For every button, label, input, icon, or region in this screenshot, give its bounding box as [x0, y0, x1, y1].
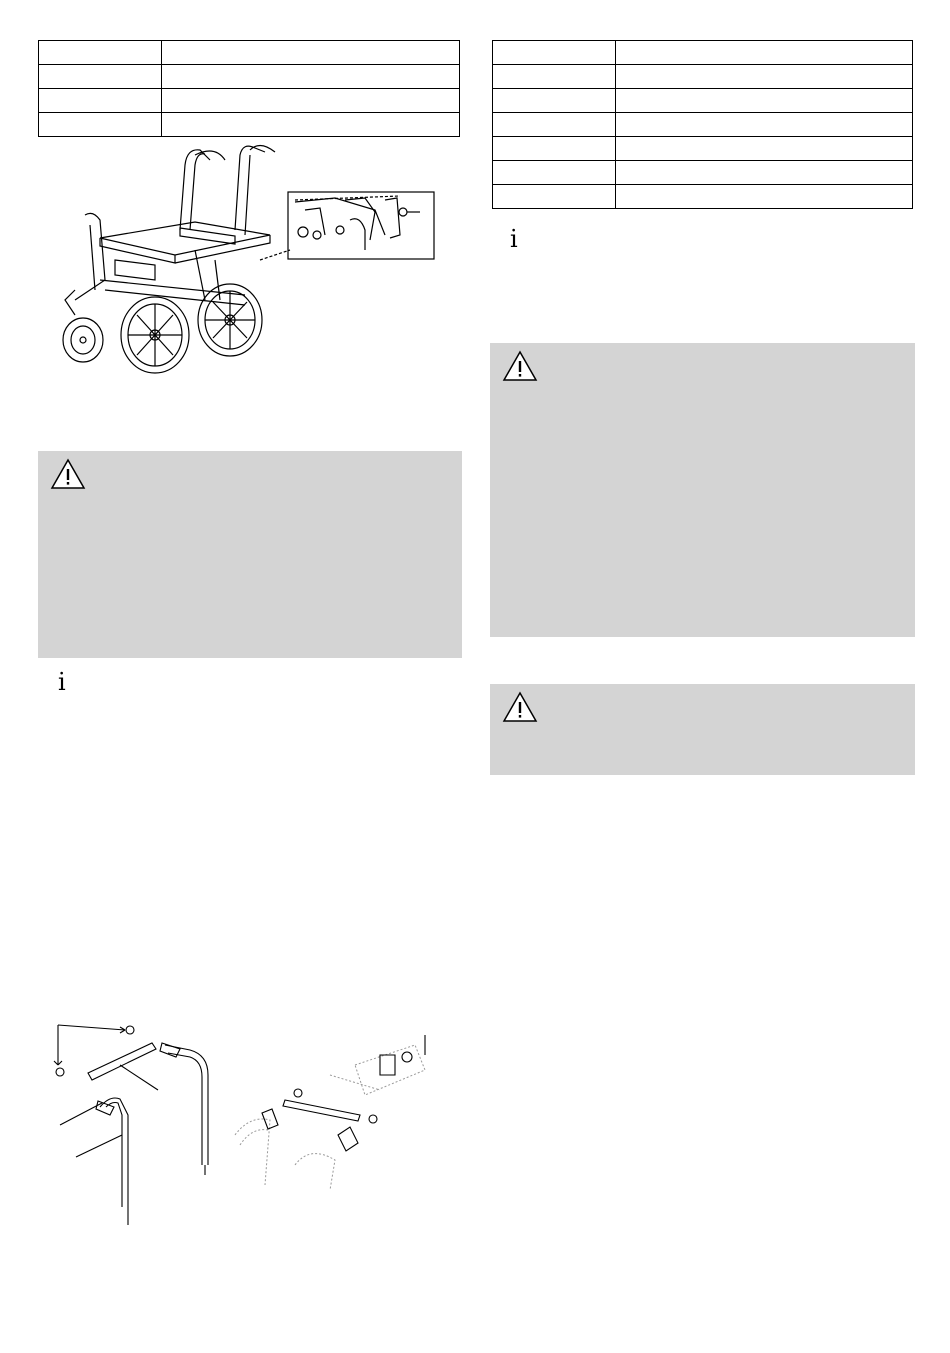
warning-triangle-icon: [50, 458, 86, 490]
table-cell: [616, 137, 913, 161]
warning-triangle-icon: [502, 350, 538, 382]
table-row: [39, 41, 460, 65]
table-row: [493, 41, 913, 65]
rollator-figure: [45, 140, 445, 380]
table-row: [39, 113, 460, 137]
table-cell: [493, 65, 616, 89]
table-row: [39, 65, 460, 89]
table-cell: [162, 41, 460, 65]
table-cell: [39, 41, 162, 65]
warning-box-left: [38, 451, 462, 658]
table-cell: [616, 65, 913, 89]
info-icon: i: [58, 668, 66, 696]
table-cell: [616, 185, 913, 209]
table-cell: [616, 161, 913, 185]
table-cell: [493, 113, 616, 137]
table-cell: [493, 185, 616, 209]
table-row: [493, 89, 913, 113]
table-cell: [493, 41, 616, 65]
table-cell: [493, 137, 616, 161]
table-row: [493, 65, 913, 89]
table-row: [39, 89, 460, 113]
table-cell: [162, 113, 460, 137]
table-cell: [616, 41, 913, 65]
table-cell: [493, 89, 616, 113]
warning-triangle-icon: [502, 691, 538, 723]
table-row: [493, 137, 913, 161]
table-cell: [39, 65, 162, 89]
left-spec-table: [38, 40, 460, 137]
info-icon: i: [510, 225, 518, 253]
table-row: [493, 113, 913, 137]
table-cell: [39, 113, 162, 137]
table-cell: [616, 89, 913, 113]
table-cell: [39, 89, 162, 113]
warning-box-right-1: [490, 343, 915, 637]
table-cell: [162, 65, 460, 89]
table-row: [493, 185, 913, 209]
table-cell: [616, 113, 913, 137]
table-cell: [493, 161, 616, 185]
table-row: [493, 161, 913, 185]
handle-assembly-figure: [40, 1015, 440, 1225]
warning-box-right-2: [490, 684, 915, 775]
right-spec-table: [492, 40, 913, 209]
table-cell: [162, 89, 460, 113]
